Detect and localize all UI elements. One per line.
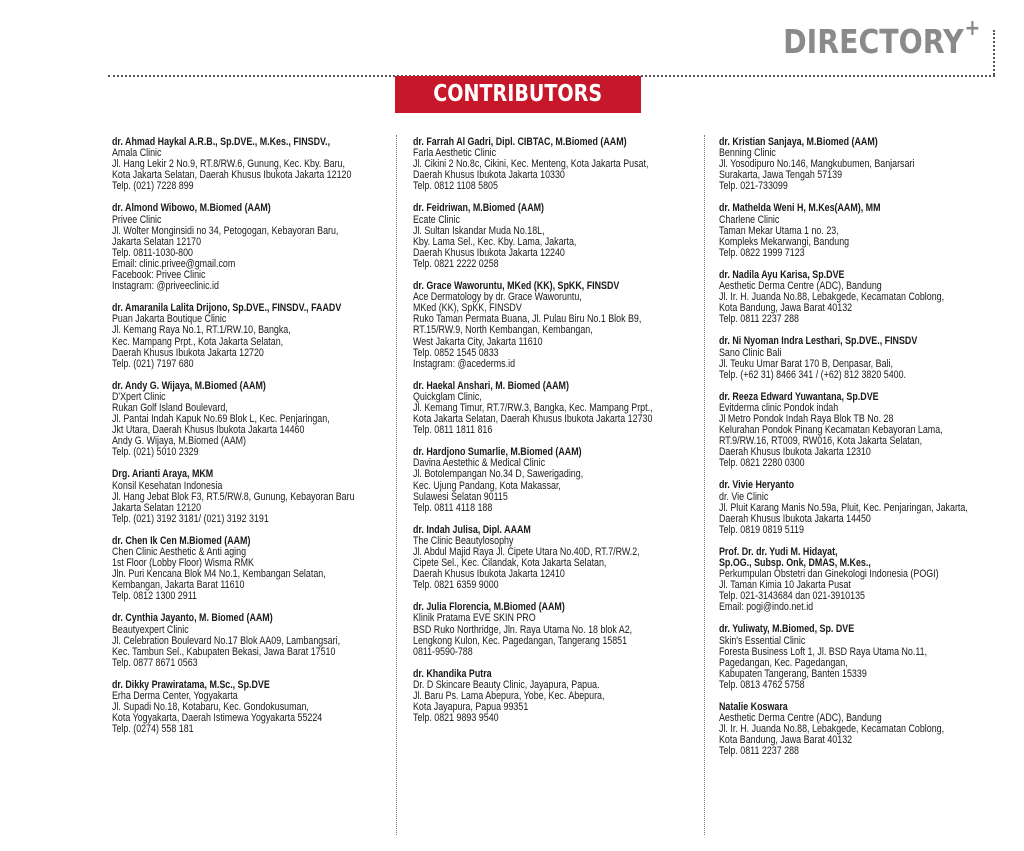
contributor-detail: Jln. Puri Kencana Blok M4 No.1, Kembangan Selatan, (112, 568, 326, 581)
contributor-detail: Kabupaten Tangerang, Banten 15339 (719, 667, 867, 680)
contributor-name: dr. Reeza Edward Yuwantana, Sp.DVE (719, 390, 879, 403)
contributor-detail: Pagedangan, Kec. Pagedangan, (719, 656, 848, 669)
contributor-detail: Davina Aestethic & Medical Clinic (413, 457, 546, 470)
contributor-name: dr. Almond Wibowo, M.Biomed (AAM) (112, 202, 271, 215)
contributor-detail: West Jakarta City, Jakarta 11610 (413, 335, 543, 348)
contributor-detail: Jl. Sultan Iskandar Muda No.18L, (413, 224, 545, 237)
contributor-detail: Kota Bandung, Jawa Barat 40132 (719, 734, 853, 747)
contributor-name: dr. Dikky Prawiratama, M.Sc., Sp.DVE (112, 678, 270, 691)
contributor-detail: Evitderma clinic Pondok indah (719, 401, 839, 414)
contributor-detail: Telp. 0811-1030-800 (112, 246, 193, 259)
contributor-detail: BSD Ruko Northridge, Jln. Raya Utama No. 18 blok A2, (413, 623, 633, 636)
contributor-name: Drg. Arianti Araya, MKM (112, 468, 214, 481)
contributor-detail: Telp. 0811 1811 816 (413, 424, 493, 437)
contributor-entry (413, 281, 703, 370)
contributor-detail: 0811-9590-788 (413, 645, 473, 658)
contributor-entry (413, 203, 703, 270)
directory-title (782, 16, 980, 61)
contributor-entry (112, 137, 402, 192)
contributor-detail: Telp. 0819 0819 5119 (719, 523, 804, 536)
contributor-detail: Telp. 0821 2280 0300 (719, 457, 805, 470)
contributors-banner-label: CONTRIBUTORS (433, 81, 603, 107)
contributor-detail: Instagram: @acederms.id (413, 357, 516, 370)
contributor-entry (112, 613, 402, 668)
contributor-detail: Jl. Pluit Karang Manis No.59a, Pluit, Kec. Penjaringan, Jakarta, (719, 501, 968, 514)
contributor-detail: The Clinic Beautylosophy (413, 534, 514, 547)
contributor-detail: Andy G. Wijaya, M.Biomed (AAM) (112, 435, 247, 448)
contributor-entry (413, 137, 703, 192)
contributor-detail: Jakarta Selatan 12170 (112, 235, 202, 248)
contributor-detail: Ace Dermatology by dr. Grace Waworuntu, (413, 291, 582, 304)
contributor-detail: Jl. Ir. H. Juanda No.88, Lebakgede, Kecamatan Coblong, (719, 723, 945, 736)
contributor-detail: Jl. Supadi No.18, Kotabaru, Kec. Gondokusuman, (112, 701, 309, 714)
contributor-detail: Email: clinic.privee@gmail.com (112, 257, 236, 270)
contributor-detail: Ruko Taman Permata Buana, Jl. Pulau Biru No.1 Blok B9, (413, 313, 642, 326)
contributor-name: dr. Hardjono Sumarlie, M.Biomed (AAM) (413, 446, 582, 459)
contributor-name: dr. Khandika Putra (413, 667, 492, 680)
contributor-detail: Amala Clinic (112, 147, 162, 160)
contributors-column-3 (719, 137, 1009, 769)
contributor-detail: Farla Aesthetic Clinic (413, 147, 497, 160)
contributor-detail: Perkumpulan Obstetri dan Ginekologi Indonesia (POGI) (719, 568, 939, 581)
dotted-rule-right (993, 30, 995, 75)
contributor-detail: Jakarta Selatan 12120 (112, 501, 202, 514)
contributor-detail: Chen Clinic Aesthetic & Anti aging (112, 546, 247, 558)
contributor-detail: Erha Derma Center, Yogyakarta (112, 690, 238, 703)
contributor-detail: Jl. Kemang Timur, RT.7/RW.3, Bangka, Kec. Mampang Prpt., (413, 401, 653, 414)
contributor-name: dr. Farrah Al Gadri, Dipl. CIBTAC, M.Biomed (AAM) (413, 136, 627, 148)
contributor-detail: Jl. Baru Ps. Lama Abepura, Yobe, Kec. Abepura, (413, 690, 605, 703)
contributor-entry (413, 447, 703, 514)
contributor-detail: Telp. 021-3143684 dan 021-3910135 (719, 590, 865, 603)
contributor-detail: MKed (KK), SpKK, FINSDV (413, 302, 522, 315)
contributor-detail: Kota Yogyakarta, Daerah Istimewa Yogyakarta 55224 (112, 712, 323, 725)
contributor-detail: Jl. Abdul Majid Raya Jl. Cipete Utara No.40D, RT.7/RW.2, (413, 546, 640, 558)
contributor-detail: Jl. Cikini 2 No.8c, Cikini, Kec. Menteng, Kota Jakarta Pusat, (413, 158, 649, 171)
directory-plus-mark: + (964, 16, 980, 41)
contributor-entry (719, 137, 1009, 192)
contributor-detail: D'Xpert Clinic (112, 390, 166, 403)
contributor-entry (719, 270, 1009, 325)
contributor-name: dr. Amaranila Lalita Drijono, Sp.DVE., FINSDV., FAADV (112, 302, 342, 315)
contributor-detail: Dr. D Skincare Beauty Clinic, Jayapura, Papua. (413, 678, 600, 691)
contributor-detail: Jkt Utara, Daerah Khusus Ibukota Jakarta 14460 (112, 424, 305, 437)
contributor-entry (719, 480, 1009, 535)
contributor-detail: RT.9/RW.16, RT009, RW016, Kota Jakarta Selatan, (719, 435, 923, 448)
contributor-name: Natalie Koswara (719, 701, 788, 714)
contributor-detail: Daerah Khusus Ibukota Jakarta 10330 (413, 169, 565, 182)
contributor-name: dr. Yuliwaty, M.Biomed, Sp. DVE (719, 623, 855, 636)
contributor-detail: dr. Vie Clinic (719, 490, 769, 503)
contributor-detail: Jl. Hang Lekir 2 No.9, RT.8/RW.6, Gunung, Kec. Kby. Baru, (112, 158, 345, 171)
contributor-detail: Foresta Business Loft 1, Jl. BSD Raya Utama No.11, (719, 645, 928, 658)
contributor-detail: Privee Clinic (112, 213, 162, 226)
contributor-name: dr. Mathelda Weni H, M.Kes(AAM), MM (719, 202, 881, 215)
contributor-detail: Kota Jakarta Selatan, Daerah Khusus Ibukota Jakarta 12120 (112, 169, 352, 182)
contributor-entry (112, 203, 402, 292)
contributor-name: dr. Grace Waworuntu, MKed (KK), SpKK, FINSDV (413, 280, 620, 293)
contributor-name: dr. Ahmad Haykal A.R.B., Sp.DVE., M.Kes., FINSDV., (112, 136, 331, 148)
contributor-detail: Kota Jakarta Selatan, Daerah Khusus Ibukota Jakarta 12730 (413, 413, 653, 426)
contributor-entry (413, 381, 703, 436)
contributor-detail: Jl. Celebration Boulevard No.17 Blok AA09, Lambangsari, (112, 634, 341, 647)
contributor-detail: Telp. (+62 31) 8466 341 / (+62) 812 3820 5400. (719, 368, 907, 381)
contributor-detail: Telp. 0811 4118 188 (413, 501, 493, 514)
contributor-detail: Telp. 0812 1300 2911 (112, 590, 197, 603)
contributor-detail: Benning Clinic (719, 147, 776, 160)
contributor-detail: Jl. Wolter Monginsidi no 34, Petogogan, Kebayoran Baru, (112, 224, 339, 237)
contributor-entry (112, 680, 402, 735)
contributor-detail: Kby. Lama Sel., Kec. Kby. Lama, Jakarta, (413, 235, 577, 248)
contributor-detail: Jl. Taman Kimia 10 Jakarta Pusat (719, 579, 851, 592)
contributor-detail: Telp. 0811 2237 288 (719, 745, 799, 758)
contributor-detail: Telp. (0274) 558 181 (112, 723, 194, 736)
contributor-detail: Telp. 021-733099 (719, 180, 788, 193)
contributor-detail: Jl. Ir. H. Juanda No.88, Lebakgede, Kecamatan Coblong, (719, 291, 945, 304)
contributor-name: dr. Indah Julisa, Dipl. AAAM (413, 523, 531, 536)
contributor-entry (413, 669, 703, 724)
contributor-entry (112, 303, 402, 370)
contributors-column-2 (413, 137, 703, 735)
contributor-name: dr. Andy G. Wijaya, M.Biomed (AAM) (112, 379, 266, 392)
contributor-entry (719, 392, 1009, 470)
contributor-detail: Telp. (021) 5010 2329 (112, 446, 199, 459)
contributor-detail: Ecate Clinic (413, 213, 460, 226)
contributor-detail: Jl. Yosodipuro No.146, Mangkubumen, Banjarsari (719, 158, 915, 171)
contributor-name: dr. Vivie Heryanto (719, 479, 795, 492)
contributor-detail: Facebook: Privee Clinic (112, 269, 206, 282)
contributors-column-1 (112, 137, 402, 746)
column-divider (704, 135, 705, 835)
contributor-detail: RT.15/RW.9, North Kembangan, Kembangan, (413, 324, 593, 337)
contributor-detail: Skin's Essential Clinic (719, 634, 806, 647)
contributor-detail: Charlene Clinic (719, 213, 780, 226)
contributor-detail: Aesthetic Derma Centre (ADC), Bandung (719, 712, 882, 725)
contributor-entry (719, 702, 1009, 757)
contributor-detail: Telp. (021) 7228 899 (112, 180, 194, 193)
contributor-name: dr. Cynthia Jayanto, M. Biomed (AAM) (112, 612, 273, 625)
contributors-banner (395, 76, 641, 113)
contributor-detail: Telp. 0811 2237 288 (719, 313, 799, 326)
contributor-detail: Telp. 0852 1545 0833 (413, 346, 499, 359)
contributor-detail: Taman Mekar Utama 1 no. 23, (719, 224, 839, 237)
contributor-entry (719, 203, 1009, 258)
contributor-name: dr. Chen Ik Cen M.Biomed (AAM) (112, 534, 251, 547)
contributor-name: dr. Feidriwan, M.Biomed (AAM) (413, 202, 545, 215)
contributor-name: dr. Haekal Anshari, M. Biomed (AAM) (413, 379, 569, 392)
contributor-detail: Telp. 0821 6359 9000 (413, 579, 499, 592)
contributor-entry (413, 525, 703, 592)
contributor-detail: Email: pogi@indo.net.id (719, 601, 814, 614)
contributor-detail: Daerah Khusus Ibukota Jakarta 14450 (719, 512, 871, 525)
contributor-detail: Rukan Golf Island Boulevard, (112, 401, 228, 414)
contributor-detail: Telp. (021) 7197 680 (112, 357, 194, 370)
contributor-detail: Beautyexpert Clinic (112, 623, 189, 636)
contributor-detail: Telp. 0822 1999 7123 (719, 246, 805, 259)
contributor-detail: Kota Jayapura, Papua 99351 (413, 701, 529, 714)
contributor-detail: Telp. 0821 9893 9540 (413, 712, 499, 725)
contributor-detail: Lengkong Kulon, Kec. Pagedangan, Tangerang 15851 (413, 634, 628, 647)
contributor-detail: Jl. Botolempangan No.34 D, Sawerigading, (413, 468, 584, 481)
contributor-entry (719, 547, 1009, 614)
contributor-detail: Kelurahan Pondok Pinang Kecamatan Kebayoran Lama, (719, 424, 943, 437)
contributor-entry (112, 381, 402, 459)
contributor-detail: Konsil Kesehatan Indonesia (112, 479, 223, 492)
contributor-detail: Surakarta, Jawa Tengah 57139 (719, 169, 843, 182)
contributor-detail: Jl. Pantai Indah Kapuk No.69 Blok L, Kec. Penjaringan, (112, 413, 330, 426)
contributor-entry (719, 624, 1009, 691)
contributor-detail: Telp. 0821 2222 0258 (413, 257, 499, 270)
contributor-detail: Kompleks Mekarwangi, Bandung (719, 235, 850, 248)
directory-title-text: DIRECTORY (782, 22, 964, 61)
contributor-name: dr. Julia Florencia, M.Biomed (AAM) (413, 601, 565, 614)
contributor-detail: Klinik Pratama EVE SKIN PRO (413, 612, 536, 625)
contributor-detail: Kembangan, Jakarta Barat 11610 (112, 579, 245, 592)
contributor-detail: 1st Floor (Lobby Floor) Wisma RMK (112, 557, 254, 570)
contributor-detail: Quickglam Clinic, (413, 390, 482, 403)
contributor-detail: Daerah Khusus Ibukota Jakarta 12720 (112, 346, 264, 359)
contributor-detail: Daerah Khusus Ibukota Jakarta 12240 (413, 246, 565, 259)
contributor-detail: Jl. Hang Jebat Blok F3, RT.5/RW.8, Gunung, Kebayoran Baru (112, 490, 355, 503)
contributor-detail: Puan Jakarta Boutique Clinic (112, 313, 227, 326)
contributor-detail: Telp. 0877 8671 0563 (112, 656, 198, 669)
contributor-name: dr. Nadila Ayu Karisa, Sp.DVE (719, 268, 845, 281)
contributor-detail: Telp. 0813 4762 5758 (719, 678, 805, 691)
contributor-entry (112, 536, 402, 603)
contributor-detail: Sulawesi Selatan 90115 (413, 490, 508, 503)
contributor-detail: Telp. 0812 1108 5805 (413, 180, 498, 193)
contributor-entry (719, 336, 1009, 380)
contributor-detail: Cipete Sel., Kec. Cilandak, Kota Jakarta Selatan, (413, 557, 607, 570)
contributor-detail: Aesthetic Derma Centre (ADC), Bandung (719, 280, 882, 293)
contributor-detail: Instagram: @priveeclinic.id (112, 280, 219, 293)
contributor-detail: Daerah Khusus Ibukota Jakarta 12410 (413, 568, 565, 581)
contributor-name: dr. Kristian Sanjaya, M.Biomed (AAM) (719, 136, 878, 148)
contributor-detail: Jl. Kemang Raya No.1, RT.1/RW.10, Bangka, (112, 324, 291, 337)
contributor-entry (112, 469, 402, 524)
contributor-name: Sp.OG., Subsp. Onk, DMAS, M.Kes., (719, 557, 871, 569)
contributor-detail: Kec. Ujung Pandang, Kota Makassar, (413, 479, 561, 492)
contributor-detail: Kec. Tambun Sel., Kabupaten Bekasi, Jawa Barat 17510 (112, 645, 336, 658)
contributor-entry (413, 602, 703, 657)
contributor-detail: Jl. Teuku Umar Barat 170 B, Denpasar, Bali, (719, 357, 893, 370)
contributor-detail: Jl Metro Pondok Indah Raya Blok TB No. 28 (719, 412, 894, 425)
contributor-name: dr. Ni Nyoman Indra Lesthari, Sp.DVE., FINSDV (719, 335, 918, 348)
contributor-detail: Sano Clinic Bali (719, 346, 782, 359)
contributor-detail: Telp. (021) 3192 3181/ (021) 3192 3191 (112, 512, 269, 525)
contributor-detail: Daerah Khusus Ibukota Jakarta 12310 (719, 446, 871, 459)
contributor-detail: Kota Bandung, Jawa Barat 40132 (719, 302, 853, 315)
contributor-name: Prof. Dr. dr. Yudi M. Hidayat, (719, 545, 838, 558)
contributor-detail: Kec. Mampang Prpt., Kota Jakarta Selatan, (112, 335, 284, 348)
